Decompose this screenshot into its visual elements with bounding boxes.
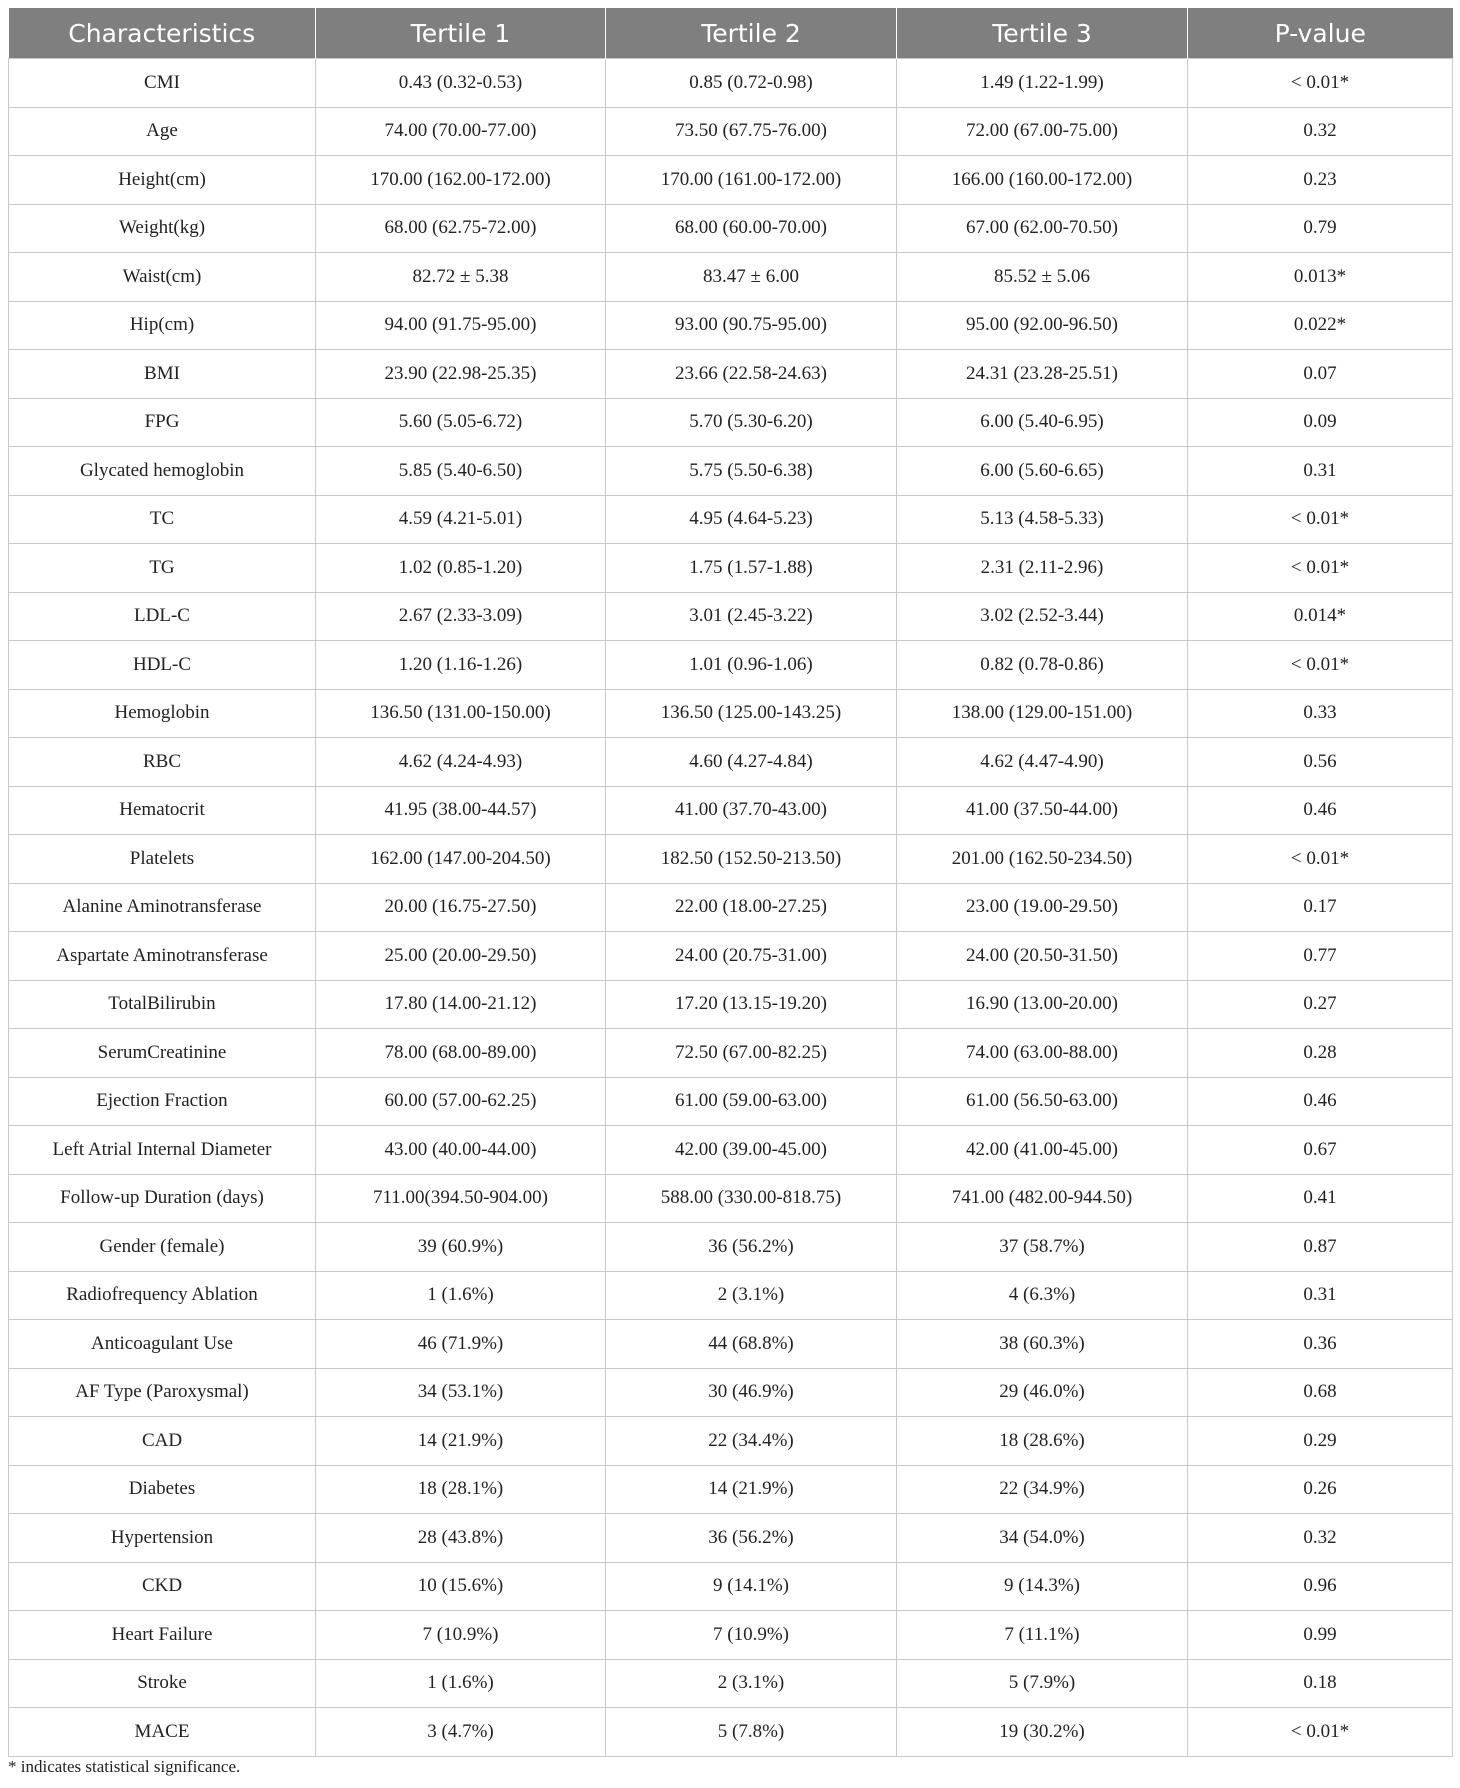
table-row	[9, 1223, 1453, 1272]
table-row	[9, 835, 1453, 884]
tertile-1-cell: 1 (1.6%)	[316, 1271, 606, 1320]
tertile-1-cell: 711.00(394.50-904.00)	[316, 1174, 606, 1223]
p-value-cell: 0.014*	[1188, 592, 1453, 641]
tertile-2-cell: 14 (21.9%)	[606, 1465, 897, 1514]
characteristic-cell: Age	[9, 107, 316, 156]
characteristic-cell: Aspartate Aminotransferase	[9, 932, 316, 981]
characteristic-cell: Glycated hemoglobin	[9, 447, 316, 496]
tertile-3-cell: 23.00 (19.00-29.50)	[897, 883, 1188, 932]
tertile-3-cell: 74.00 (63.00-88.00)	[897, 1029, 1188, 1078]
tertile-2-cell: 68.00 (60.00-70.00)	[606, 204, 897, 253]
tertile-3-cell: 85.52 ± 5.06	[897, 253, 1188, 302]
tertile-2-cell: 0.85 (0.72-0.98)	[606, 59, 897, 108]
tertile-3-cell: 67.00 (62.00-70.50)	[897, 204, 1188, 253]
tertile-2-cell: 5.70 (5.30-6.20)	[606, 398, 897, 447]
characteristic-cell: Stroke	[9, 1659, 316, 1708]
characteristic-cell: Hip(cm)	[9, 301, 316, 350]
characteristic-cell: Diabetes	[9, 1465, 316, 1514]
tertile-2-cell: 9 (14.1%)	[606, 1562, 897, 1611]
p-value-cell: 0.29	[1188, 1417, 1453, 1466]
header-row	[9, 8, 1453, 59]
table-row	[9, 301, 1453, 350]
tertile-1-cell: 41.95 (38.00-44.57)	[316, 786, 606, 835]
characteristic-cell: Platelets	[9, 835, 316, 884]
table-row	[9, 932, 1453, 981]
tertile-2-cell: 170.00 (161.00-172.00)	[606, 156, 897, 205]
characteristic-cell: Alanine Aminotransferase	[9, 883, 316, 932]
tertile-3-cell: 0.82 (0.78-0.86)	[897, 641, 1188, 690]
tertile-1-cell: 20.00 (16.75-27.50)	[316, 883, 606, 932]
characteristic-cell: FPG	[9, 398, 316, 447]
table-row	[9, 544, 1453, 593]
table-row	[9, 980, 1453, 1029]
p-value-cell: < 0.01*	[1188, 835, 1453, 884]
tertile-3-cell: 3.02 (2.52-3.44)	[897, 592, 1188, 641]
p-value-cell: < 0.01*	[1188, 495, 1453, 544]
p-value-cell: 0.18	[1188, 1659, 1453, 1708]
tertile-2-cell: 36 (56.2%)	[606, 1514, 897, 1563]
table-row	[9, 592, 1453, 641]
header-tertile-1: Tertile 1	[316, 8, 606, 59]
p-value-cell: 0.28	[1188, 1029, 1453, 1078]
tertile-2-cell: 4.60 (4.27-4.84)	[606, 738, 897, 787]
characteristic-cell: TG	[9, 544, 316, 593]
tertile-1-cell: 23.90 (22.98-25.35)	[316, 350, 606, 399]
tertile-1-cell: 74.00 (70.00-77.00)	[316, 107, 606, 156]
table-row	[9, 1562, 1453, 1611]
tertile-1-cell: 7 (10.9%)	[316, 1611, 606, 1660]
characteristic-cell: CAD	[9, 1417, 316, 1466]
tertile-2-cell: 5 (7.8%)	[606, 1708, 897, 1757]
tertile-2-cell: 22 (34.4%)	[606, 1417, 897, 1466]
table-row	[9, 786, 1453, 835]
footnote: * indicates statistical significance.	[8, 1757, 241, 1776]
tertile-1-cell: 28 (43.8%)	[316, 1514, 606, 1563]
tertile-3-cell: 34 (54.0%)	[897, 1514, 1188, 1563]
table-row	[9, 204, 1453, 253]
tertile-3-cell: 24.31 (23.28-25.51)	[897, 350, 1188, 399]
table-row	[9, 1126, 1453, 1175]
tertile-3-cell: 38 (60.3%)	[897, 1320, 1188, 1369]
p-value-cell: 0.09	[1188, 398, 1453, 447]
tertile-1-cell: 1 (1.6%)	[316, 1659, 606, 1708]
p-value-cell: 0.36	[1188, 1320, 1453, 1369]
tertile-3-cell: 741.00 (482.00-944.50)	[897, 1174, 1188, 1223]
tertile-3-cell: 201.00 (162.50-234.50)	[897, 835, 1188, 884]
table-row	[9, 398, 1453, 447]
table-row	[9, 1514, 1453, 1563]
tertile-2-cell: 2 (3.1%)	[606, 1659, 897, 1708]
p-value-cell: 0.41	[1188, 1174, 1453, 1223]
tertile-2-cell: 24.00 (20.75-31.00)	[606, 932, 897, 981]
characteristic-cell: BMI	[9, 350, 316, 399]
characteristic-cell: Radiofrequency Ablation	[9, 1271, 316, 1320]
tertile-3-cell: 2.31 (2.11-2.96)	[897, 544, 1188, 593]
characteristic-cell: HDL-C	[9, 641, 316, 690]
tertile-1-cell: 1.02 (0.85-1.20)	[316, 544, 606, 593]
tertile-2-cell: 42.00 (39.00-45.00)	[606, 1126, 897, 1175]
tertile-2-cell: 73.50 (67.75-76.00)	[606, 107, 897, 156]
tertile-3-cell: 1.49 (1.22-1.99)	[897, 59, 1188, 108]
tertile-2-cell: 1.01 (0.96-1.06)	[606, 641, 897, 690]
tertile-1-cell: 4.62 (4.24-4.93)	[316, 738, 606, 787]
characteristic-cell: Waist(cm)	[9, 253, 316, 302]
p-value-cell: 0.32	[1188, 1514, 1453, 1563]
characteristic-cell: Hemoglobin	[9, 689, 316, 738]
tertile-3-cell: 5.13 (4.58-5.33)	[897, 495, 1188, 544]
table-row	[9, 156, 1453, 205]
tertile-3-cell: 95.00 (92.00-96.50)	[897, 301, 1188, 350]
characteristic-cell: TC	[9, 495, 316, 544]
tertile-2-cell: 61.00 (59.00-63.00)	[606, 1077, 897, 1126]
p-value-cell: 0.87	[1188, 1223, 1453, 1272]
characteristic-cell: Weight(kg)	[9, 204, 316, 253]
tertile-2-cell: 588.00 (330.00-818.75)	[606, 1174, 897, 1223]
p-value-cell: 0.46	[1188, 1077, 1453, 1126]
table-row	[9, 1611, 1453, 1660]
tertile-1-cell: 82.72 ± 5.38	[316, 253, 606, 302]
tertile-3-cell: 22 (34.9%)	[897, 1465, 1188, 1514]
tertile-1-cell: 10 (15.6%)	[316, 1562, 606, 1611]
table-row	[9, 253, 1453, 302]
p-value-cell: 0.31	[1188, 447, 1453, 496]
tertile-1-cell: 60.00 (57.00-62.25)	[316, 1077, 606, 1126]
table-row	[9, 689, 1453, 738]
table-container	[8, 8, 1452, 1757]
tertile-1-cell: 34 (53.1%)	[316, 1368, 606, 1417]
tertile-2-cell: 93.00 (90.75-95.00)	[606, 301, 897, 350]
characteristics-table	[8, 8, 1453, 1757]
table-row	[9, 1465, 1453, 1514]
table-body	[9, 59, 1453, 1757]
tertile-1-cell: 68.00 (62.75-72.00)	[316, 204, 606, 253]
characteristic-cell: CMI	[9, 59, 316, 108]
characteristic-cell: Hematocrit	[9, 786, 316, 835]
tertile-1-cell: 46 (71.9%)	[316, 1320, 606, 1369]
tertile-1-cell: 5.85 (5.40-6.50)	[316, 447, 606, 496]
tertile-1-cell: 17.80 (14.00-21.12)	[316, 980, 606, 1029]
tertile-1-cell: 4.59 (4.21-5.01)	[316, 495, 606, 544]
p-value-cell: 0.99	[1188, 1611, 1453, 1660]
tertile-1-cell: 0.43 (0.32-0.53)	[316, 59, 606, 108]
p-value-cell: 0.68	[1188, 1368, 1453, 1417]
header-tertile-2: Tertile 2	[606, 8, 897, 59]
characteristic-cell: Follow-up Duration (days)	[9, 1174, 316, 1223]
p-value-cell: 0.96	[1188, 1562, 1453, 1611]
tertile-1-cell: 43.00 (40.00-44.00)	[316, 1126, 606, 1175]
table-row	[9, 883, 1453, 932]
p-value-cell: < 0.01*	[1188, 1708, 1453, 1757]
tertile-3-cell: 37 (58.7%)	[897, 1223, 1188, 1272]
tertile-3-cell: 5 (7.9%)	[897, 1659, 1188, 1708]
tertile-2-cell: 22.00 (18.00-27.25)	[606, 883, 897, 932]
tertile-3-cell: 29 (46.0%)	[897, 1368, 1188, 1417]
characteristic-cell: MACE	[9, 1708, 316, 1757]
tertile-3-cell: 6.00 (5.60-6.65)	[897, 447, 1188, 496]
p-value-cell: < 0.01*	[1188, 544, 1453, 593]
tertile-3-cell: 24.00 (20.50-31.50)	[897, 932, 1188, 981]
table-row	[9, 1029, 1453, 1078]
tertile-2-cell: 72.50 (67.00-82.25)	[606, 1029, 897, 1078]
tertile-3-cell: 18 (28.6%)	[897, 1417, 1188, 1466]
tertile-3-cell: 61.00 (56.50-63.00)	[897, 1077, 1188, 1126]
tertile-1-cell: 2.67 (2.33-3.09)	[316, 592, 606, 641]
p-value-cell: < 0.01*	[1188, 641, 1453, 690]
p-value-cell: 0.07	[1188, 350, 1453, 399]
p-value-cell: 0.26	[1188, 1465, 1453, 1514]
characteristic-cell: Left Atrial Internal Diameter	[9, 1126, 316, 1175]
table-header	[9, 8, 1453, 59]
tertile-1-cell: 1.20 (1.16-1.26)	[316, 641, 606, 690]
table-row	[9, 1271, 1453, 1320]
tertile-1-cell: 5.60 (5.05-6.72)	[316, 398, 606, 447]
tertile-1-cell: 14 (21.9%)	[316, 1417, 606, 1466]
tertile-3-cell: 41.00 (37.50-44.00)	[897, 786, 1188, 835]
table-row	[9, 1659, 1453, 1708]
p-value-cell: 0.013*	[1188, 253, 1453, 302]
tertile-3-cell: 138.00 (129.00-151.00)	[897, 689, 1188, 738]
table-row	[9, 59, 1453, 108]
tertile-2-cell: 4.95 (4.64-5.23)	[606, 495, 897, 544]
table-row	[9, 1320, 1453, 1369]
characteristic-cell: CKD	[9, 1562, 316, 1611]
tertile-2-cell: 44 (68.8%)	[606, 1320, 897, 1369]
tertile-3-cell: 72.00 (67.00-75.00)	[897, 107, 1188, 156]
characteristic-cell: LDL-C	[9, 592, 316, 641]
characteristic-cell: SerumCreatinine	[9, 1029, 316, 1078]
tertile-1-cell: 136.50 (131.00-150.00)	[316, 689, 606, 738]
table-row	[9, 738, 1453, 787]
header-characteristics: Characteristics	[9, 8, 316, 59]
tertile-2-cell: 23.66 (22.58-24.63)	[606, 350, 897, 399]
tertile-1-cell: 25.00 (20.00-29.50)	[316, 932, 606, 981]
tertile-1-cell: 162.00 (147.00-204.50)	[316, 835, 606, 884]
tertile-3-cell: 42.00 (41.00-45.00)	[897, 1126, 1188, 1175]
table-row	[9, 1708, 1453, 1757]
characteristic-cell: AF Type (Paroxysmal)	[9, 1368, 316, 1417]
tertile-3-cell: 4 (6.3%)	[897, 1271, 1188, 1320]
tertile-2-cell: 36 (56.2%)	[606, 1223, 897, 1272]
characteristic-cell: Heart Failure	[9, 1611, 316, 1660]
table-row	[9, 1368, 1453, 1417]
table-row	[9, 641, 1453, 690]
p-value-cell: 0.56	[1188, 738, 1453, 787]
tertile-3-cell: 16.90 (13.00-20.00)	[897, 980, 1188, 1029]
p-value-cell: 0.27	[1188, 980, 1453, 1029]
characteristic-cell: Height(cm)	[9, 156, 316, 205]
table-row	[9, 1174, 1453, 1223]
tertile-1-cell: 39 (60.9%)	[316, 1223, 606, 1272]
p-value-cell: 0.022*	[1188, 301, 1453, 350]
tertile-3-cell: 4.62 (4.47-4.90)	[897, 738, 1188, 787]
p-value-cell: 0.77	[1188, 932, 1453, 981]
characteristic-cell: Ejection Fraction	[9, 1077, 316, 1126]
p-value-cell: 0.67	[1188, 1126, 1453, 1175]
table-row	[9, 350, 1453, 399]
characteristic-cell: Hypertension	[9, 1514, 316, 1563]
tertile-3-cell: 166.00 (160.00-172.00)	[897, 156, 1188, 205]
tertile-1-cell: 78.00 (68.00-89.00)	[316, 1029, 606, 1078]
tertile-2-cell: 17.20 (13.15-19.20)	[606, 980, 897, 1029]
header-tertile-3: Tertile 3	[897, 8, 1188, 59]
tertile-3-cell: 19 (30.2%)	[897, 1708, 1188, 1757]
p-value-cell: 0.17	[1188, 883, 1453, 932]
tertile-1-cell: 18 (28.1%)	[316, 1465, 606, 1514]
tertile-2-cell: 83.47 ± 6.00	[606, 253, 897, 302]
tertile-1-cell: 170.00 (162.00-172.00)	[316, 156, 606, 205]
tertile-2-cell: 5.75 (5.50-6.38)	[606, 447, 897, 496]
p-value-cell: 0.31	[1188, 1271, 1453, 1320]
tertile-2-cell: 30 (46.9%)	[606, 1368, 897, 1417]
characteristic-cell: TotalBilirubin	[9, 980, 316, 1029]
characteristic-cell: Gender (female)	[9, 1223, 316, 1272]
table-row	[9, 107, 1453, 156]
table-row	[9, 495, 1453, 544]
p-value-cell: 0.46	[1188, 786, 1453, 835]
characteristic-cell: Anticoagulant Use	[9, 1320, 316, 1369]
tertile-2-cell: 41.00 (37.70-43.00)	[606, 786, 897, 835]
tertile-1-cell: 3 (4.7%)	[316, 1708, 606, 1757]
p-value-cell: 0.23	[1188, 156, 1453, 205]
tertile-2-cell: 1.75 (1.57-1.88)	[606, 544, 897, 593]
table-row	[9, 447, 1453, 496]
p-value-cell: < 0.01*	[1188, 59, 1453, 108]
tertile-2-cell: 2 (3.1%)	[606, 1271, 897, 1320]
p-value-cell: 0.32	[1188, 107, 1453, 156]
tertile-2-cell: 3.01 (2.45-3.22)	[606, 592, 897, 641]
tertile-3-cell: 6.00 (5.40-6.95)	[897, 398, 1188, 447]
table-row	[9, 1417, 1453, 1466]
table-row	[9, 1077, 1453, 1126]
tertile-2-cell: 7 (10.9%)	[606, 1611, 897, 1660]
tertile-3-cell: 9 (14.3%)	[897, 1562, 1188, 1611]
p-value-cell: 0.33	[1188, 689, 1453, 738]
tertile-2-cell: 136.50 (125.00-143.25)	[606, 689, 897, 738]
characteristic-cell: RBC	[9, 738, 316, 787]
tertile-1-cell: 94.00 (91.75-95.00)	[316, 301, 606, 350]
tertile-2-cell: 182.50 (152.50-213.50)	[606, 835, 897, 884]
header-p-value: P-value	[1188, 8, 1453, 59]
tertile-3-cell: 7 (11.1%)	[897, 1611, 1188, 1660]
p-value-cell: 0.79	[1188, 204, 1453, 253]
